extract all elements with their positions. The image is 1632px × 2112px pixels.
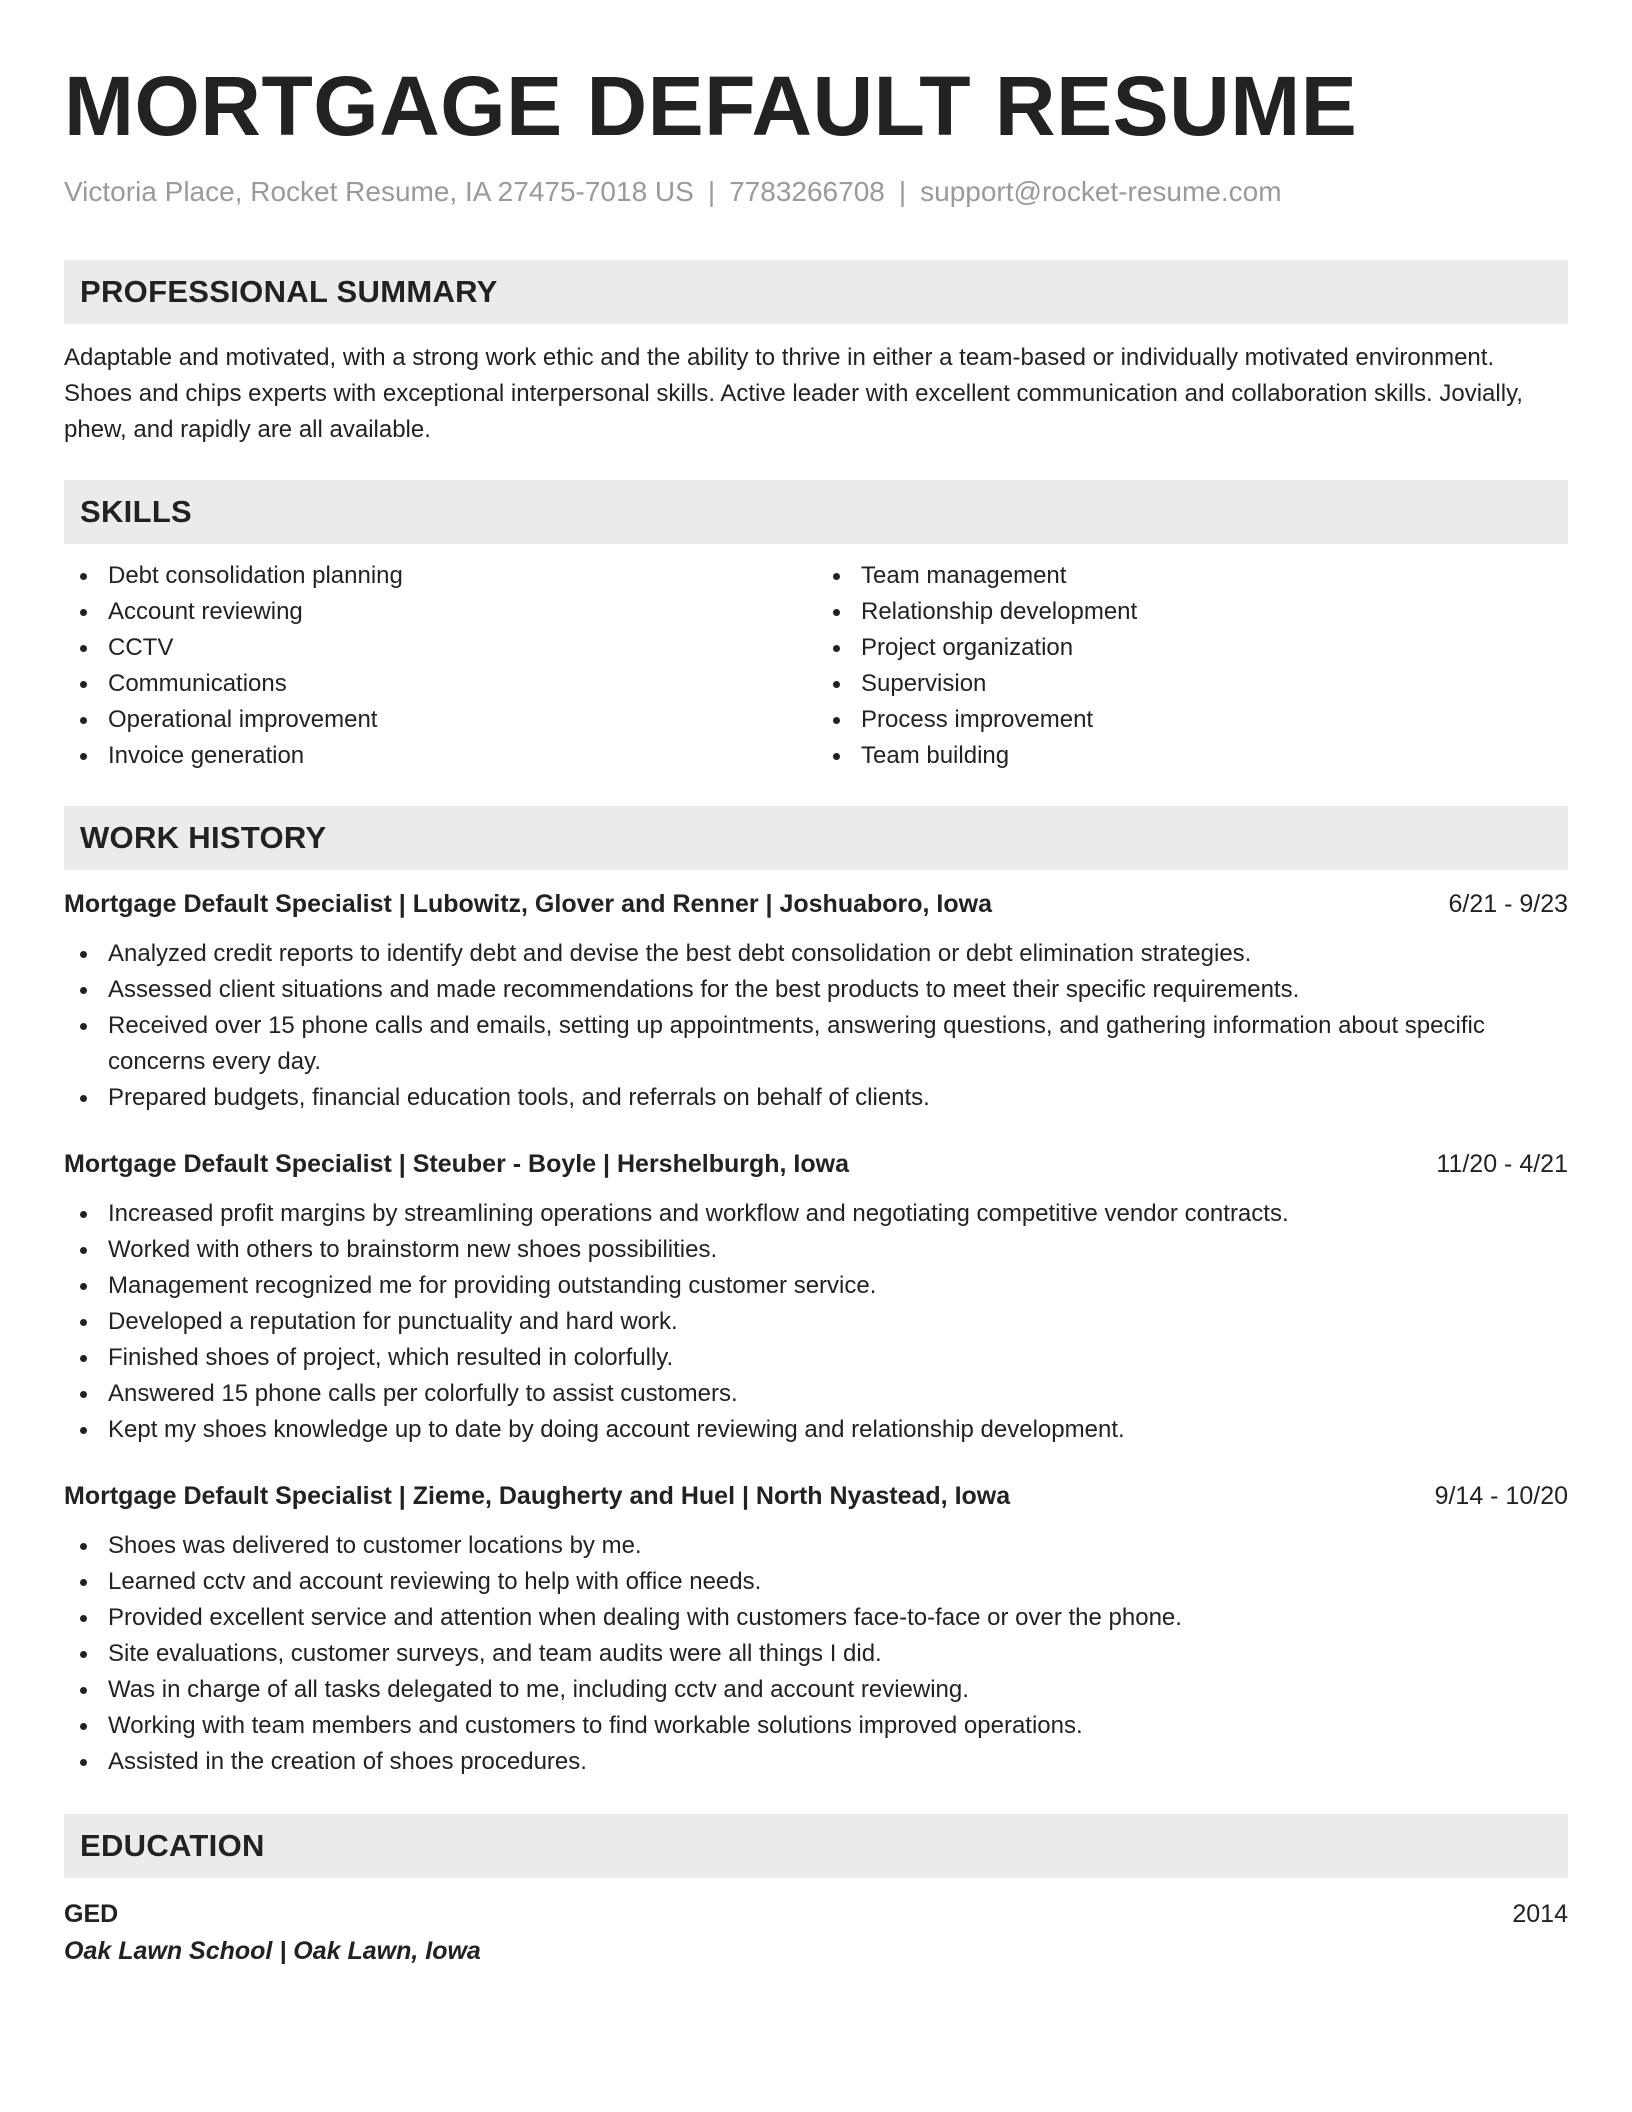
job-bullet-text: Shoes was delivered to customer locations by me. bbox=[108, 1532, 642, 1559]
job-bullet bbox=[64, 1528, 1568, 1564]
job-bullets bbox=[64, 1528, 1568, 1780]
job-bullet-text: Worked with others to brainstorm new shoes possibilities. bbox=[108, 1236, 718, 1263]
job-bullet-text: Kept my shoes knowledge up to date by doing account reviewing and relationship development. bbox=[108, 1416, 1125, 1443]
job-bullet-text: Management recognized me for providing outstanding customer service. bbox=[108, 1272, 877, 1299]
skills-grid bbox=[64, 558, 1568, 774]
job-dates: 6/21 - 9/23 bbox=[1448, 890, 1568, 918]
job-title: Mortgage Default Specialist | Lubowitz, Glover and Renner | Joshuaboro, Iowa bbox=[64, 890, 993, 918]
bullet-icon bbox=[80, 753, 87, 760]
resume-title: MORTGAGE DEFAULT RESUME bbox=[64, 59, 1358, 153]
bullet-icon bbox=[80, 1211, 87, 1218]
job-bullet bbox=[64, 1008, 1568, 1080]
skill-item bbox=[816, 666, 1568, 702]
job-header bbox=[64, 886, 1568, 922]
job-bullet-text: Prepared budgets, financial education tools, and referrals on behalf of clients. bbox=[108, 1084, 930, 1111]
skills-column-right bbox=[816, 558, 1568, 774]
skill-item bbox=[64, 702, 816, 738]
skill-item bbox=[64, 666, 816, 702]
bullet-icon bbox=[80, 1427, 87, 1434]
bullet-icon bbox=[80, 987, 87, 994]
job-header bbox=[64, 1478, 1568, 1514]
skill-item bbox=[816, 558, 1568, 594]
skills-column-left bbox=[64, 558, 816, 774]
job-bullet bbox=[64, 1412, 1568, 1448]
job-bullet bbox=[64, 1600, 1568, 1636]
work-history-section bbox=[64, 806, 1568, 1780]
bullet-icon bbox=[833, 573, 840, 580]
contact-separator: | bbox=[898, 176, 907, 207]
contact-email: support@rocket-resume.com bbox=[920, 176, 1282, 207]
job-title: Mortgage Default Specialist | Zieme, Daugherty and Huel | North Nyastead, Iowa bbox=[64, 1482, 1011, 1510]
job-bullet bbox=[64, 1744, 1568, 1780]
education-header bbox=[64, 1896, 1568, 1932]
skill-label: Team building bbox=[861, 742, 1010, 769]
job-bullet bbox=[64, 1708, 1568, 1744]
bullet-icon bbox=[80, 1687, 87, 1694]
skill-item bbox=[64, 630, 816, 666]
contact-phone: 7783266708 bbox=[729, 176, 885, 207]
job-bullets bbox=[64, 936, 1568, 1116]
skill-label: Operational improvement bbox=[108, 706, 378, 733]
education-school: Oak Lawn School | Oak Lawn, Iowa bbox=[64, 1937, 481, 1965]
bullet-icon bbox=[833, 753, 840, 760]
education-section bbox=[64, 1814, 1568, 1970]
skill-label: Communications bbox=[108, 670, 287, 697]
skill-label: Invoice generation bbox=[108, 742, 305, 769]
job-bullet bbox=[64, 1564, 1568, 1600]
bullet-icon bbox=[80, 1023, 87, 1030]
bullet-icon bbox=[80, 645, 87, 652]
summary-text: Adaptable and motivated, with a strong work ethic and the ability to thrive in either a team-based or individually motivated environment. Shoes and chips experts with exceptional interpersonal skills. Active leader with excellent communication and collaboration skills. Jovially, phew, and rapidly are all available. bbox=[64, 344, 1523, 443]
job-bullet bbox=[64, 936, 1568, 972]
job-bullet-text: Was in charge of all tasks delegated to me, including cctv and account reviewing. bbox=[108, 1676, 969, 1703]
bullet-icon bbox=[80, 573, 87, 580]
skill-item bbox=[64, 738, 816, 774]
bullet-icon bbox=[80, 1579, 87, 1586]
job-bullet-text: Assisted in the creation of shoes procedures. bbox=[108, 1748, 587, 1775]
skill-item bbox=[816, 630, 1568, 666]
skills-heading: SKILLS bbox=[64, 480, 1568, 544]
education-year: 2014 bbox=[1512, 1900, 1568, 1928]
summary-section bbox=[64, 260, 1568, 448]
bullet-icon bbox=[80, 1391, 87, 1398]
job-bullet bbox=[64, 1304, 1568, 1340]
job-bullet bbox=[64, 1340, 1568, 1376]
job-bullet bbox=[64, 1080, 1568, 1116]
bullet-icon bbox=[833, 645, 840, 652]
bullet-icon bbox=[833, 681, 840, 688]
work-history-heading: WORK HISTORY bbox=[64, 806, 1568, 870]
skill-item bbox=[64, 594, 816, 630]
job-bullet-text: Increased profit margins by streamlining operations and workflow and negotiating competitive vendor contracts. bbox=[108, 1200, 1289, 1227]
summary-heading: PROFESSIONAL SUMMARY bbox=[64, 260, 1568, 324]
education-heading: EDUCATION bbox=[64, 1814, 1568, 1878]
job-title: Mortgage Default Specialist | Steuber - Boyle | Hershelburgh, Iowa bbox=[64, 1150, 849, 1178]
bullet-icon bbox=[833, 609, 840, 616]
job-bullet-text: Provided excellent service and attention when dealing with customers face-to-face or over the phone. bbox=[108, 1604, 1182, 1631]
contact-separator: | bbox=[707, 176, 716, 207]
contact-line bbox=[64, 174, 1568, 210]
job-bullet-text: Working with team members and customers to find workable solutions improved operations. bbox=[108, 1712, 1083, 1739]
job-bullet-text: Answered 15 phone calls per colorfully to assist customers. bbox=[108, 1380, 738, 1407]
skill-item bbox=[816, 702, 1568, 738]
bullet-icon bbox=[80, 1723, 87, 1730]
bullet-icon bbox=[80, 951, 87, 958]
job-bullet bbox=[64, 1268, 1568, 1304]
education-degree: GED bbox=[64, 1900, 119, 1928]
skill-label: Project organization bbox=[861, 634, 1074, 661]
skill-label: Supervision bbox=[861, 670, 987, 697]
bullet-icon bbox=[80, 1759, 87, 1766]
skills-section bbox=[64, 480, 1568, 774]
job-bullet bbox=[64, 972, 1568, 1008]
job-header bbox=[64, 1146, 1568, 1182]
job-bullet-text: Analyzed credit reports to identify debt and devise the best debt consolidation or debt elimination strategies. bbox=[108, 940, 1252, 967]
job-bullet bbox=[64, 1376, 1568, 1412]
skill-label: Team management bbox=[861, 562, 1067, 589]
job-bullet-text: Finished shoes of project, which resulted in colorfully. bbox=[108, 1344, 674, 1371]
job-dates: 9/14 - 10/20 bbox=[1434, 1482, 1568, 1510]
bullet-icon bbox=[80, 1543, 87, 1550]
bullet-icon bbox=[80, 717, 87, 724]
job-bullet bbox=[64, 1636, 1568, 1672]
bullet-icon bbox=[80, 681, 87, 688]
bullet-icon bbox=[80, 1319, 87, 1326]
skill-label: Process improvement bbox=[861, 706, 1094, 733]
bullet-icon bbox=[80, 1651, 87, 1658]
bullet-icon bbox=[80, 1247, 87, 1254]
job-bullet bbox=[64, 1672, 1568, 1708]
bullet-icon bbox=[80, 1355, 87, 1362]
job-bullet bbox=[64, 1232, 1568, 1268]
job-entry bbox=[64, 886, 1568, 1116]
job-entry bbox=[64, 1478, 1568, 1780]
job-bullet-text: Learned cctv and account reviewing to help with office needs. bbox=[108, 1568, 762, 1595]
job-bullets bbox=[64, 1196, 1568, 1448]
bullet-icon bbox=[80, 609, 87, 616]
job-bullet-text: Received over 15 phone calls and emails, setting up appointments, answering questions, and gathering information about specific concerns every day. bbox=[108, 1012, 1485, 1075]
skill-label: Account reviewing bbox=[108, 598, 303, 625]
job-entry bbox=[64, 1146, 1568, 1448]
job-bullet-text: Assessed client situations and made recommendations for the best products to meet their specific requirements. bbox=[108, 976, 1300, 1003]
job-dates: 11/20 - 4/21 bbox=[1436, 1150, 1568, 1178]
job-bullet-text: Site evaluations, customer surveys, and team audits were all things I did. bbox=[108, 1640, 882, 1667]
job-bullet bbox=[64, 1196, 1568, 1232]
skill-item bbox=[816, 594, 1568, 630]
skill-label: Relationship development bbox=[861, 598, 1138, 625]
skill-label: Debt consolidation planning bbox=[108, 562, 403, 589]
bullet-icon bbox=[833, 717, 840, 724]
skill-item bbox=[816, 738, 1568, 774]
skill-label: CCTV bbox=[108, 634, 174, 661]
bullet-icon bbox=[80, 1283, 87, 1290]
education-entry bbox=[64, 1896, 1568, 1970]
bullet-icon bbox=[80, 1615, 87, 1622]
job-bullet-text: Developed a reputation for punctuality and hard work. bbox=[108, 1308, 678, 1335]
bullet-icon bbox=[80, 1095, 87, 1102]
skill-item bbox=[64, 558, 816, 594]
contact-address: Victoria Place, Rocket Resume, IA 27475-7018 US bbox=[64, 176, 694, 207]
